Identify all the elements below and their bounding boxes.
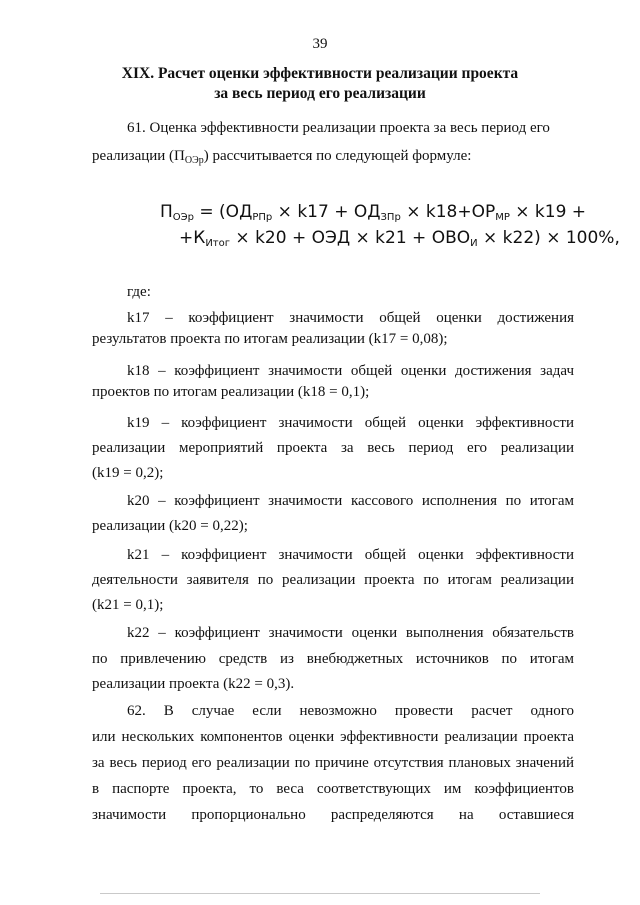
para61-line-1: 61. Оценка эффективности реализации проекта за весь период его bbox=[127, 120, 550, 136]
k20-line-2: реализации (k20 = 0,22); bbox=[92, 518, 248, 534]
formula-subscript: РПр bbox=[252, 212, 273, 223]
k19-line-3: (k19 = 0,2); bbox=[92, 465, 164, 481]
formula-term: × k18+ОР bbox=[400, 202, 496, 222]
k21-line-3: (k21 = 0,1); bbox=[92, 597, 164, 613]
k19-line-2: реализации мероприятий проекта за весь период его реализации bbox=[92, 440, 574, 456]
para62-line-1: 62. В случае если невозможно провести расчет одного bbox=[127, 703, 574, 719]
section-heading bbox=[60, 64, 580, 104]
formula-subscript: ЗПр bbox=[380, 212, 401, 223]
formula-term: +К bbox=[179, 228, 206, 248]
para62-line-3: за весь период его реализации по причине отсутствия плановых значений bbox=[92, 755, 574, 771]
formula-subscript: Итог bbox=[205, 238, 231, 249]
formula-line-1 bbox=[160, 202, 586, 223]
k21-line-2: деятельности заявителя по реализации проекта по итогам реализации bbox=[92, 572, 574, 588]
formula-term: × k17 + ОД bbox=[272, 202, 381, 222]
formula-term: × k20 + ОЭД × k21 + ОВО bbox=[230, 228, 471, 248]
formula-subscript: ОЭр bbox=[172, 212, 194, 223]
formula-term: × k22) × 100%, bbox=[477, 228, 620, 248]
k17-line-1: k17 – коэффициент значимости общей оценки достижения bbox=[127, 310, 574, 326]
k18-line-1: k18 – коэффициент значимости общей оценки достижения задач bbox=[127, 363, 574, 379]
page-edge-line bbox=[100, 893, 540, 894]
heading-line-2: за весь период его реализации bbox=[214, 85, 426, 102]
page-number: 39 bbox=[312, 36, 328, 52]
formula-term: = (ОД bbox=[194, 202, 253, 222]
formula-symbol: П bbox=[160, 202, 173, 222]
k20-line-1: k20 – коэффициент значимости кассового исполнения по итогам bbox=[127, 493, 574, 509]
formula-subscript: И bbox=[470, 238, 478, 249]
para62-line-5: значимости пропорционально распределяются на оставшиеся bbox=[92, 807, 574, 823]
k22-line-3: реализации проекта (k22 = 0,3). bbox=[92, 676, 295, 692]
formula-term: × k19 + bbox=[509, 202, 587, 222]
heading-line-1: XIX. Расчет оценки эффективности реализации проекта bbox=[121, 65, 519, 82]
para61-line-2 bbox=[92, 148, 471, 166]
para62-line-2: или нескольких компонентов оценки эффективности реализации проекта bbox=[92, 729, 574, 745]
k21-line-1: k21 – коэффициент значимости общей оценки эффективности bbox=[127, 547, 574, 563]
k17-line-2: результатов проекта по итогам реализации (k17 = 0,08); bbox=[92, 331, 448, 347]
k22-line-2: по привлечению средств из внебюджетных источников по итогам bbox=[92, 651, 574, 667]
k22-line-1: k22 – коэффициент значимости оценки выполнения обязательств bbox=[127, 625, 574, 641]
para61-text-end: ) рассчитывается по следующей формуле: bbox=[203, 148, 472, 164]
formula-line-2 bbox=[179, 228, 620, 249]
formula-subscript: МР bbox=[495, 212, 510, 223]
where-label: где: bbox=[127, 284, 151, 300]
para62-line-4: в паспорте проекта, то веса соответствующих им коэффициентов bbox=[92, 781, 574, 797]
k18-line-2: проектов по итогам реализации (k18 = 0,1); bbox=[92, 384, 370, 400]
para61-text: реализации (П bbox=[92, 148, 185, 164]
para61-subscript: ОЭр bbox=[184, 155, 204, 166]
k19-line-1: k19 – коэффициент значимости общей оценки эффективности bbox=[127, 415, 574, 431]
